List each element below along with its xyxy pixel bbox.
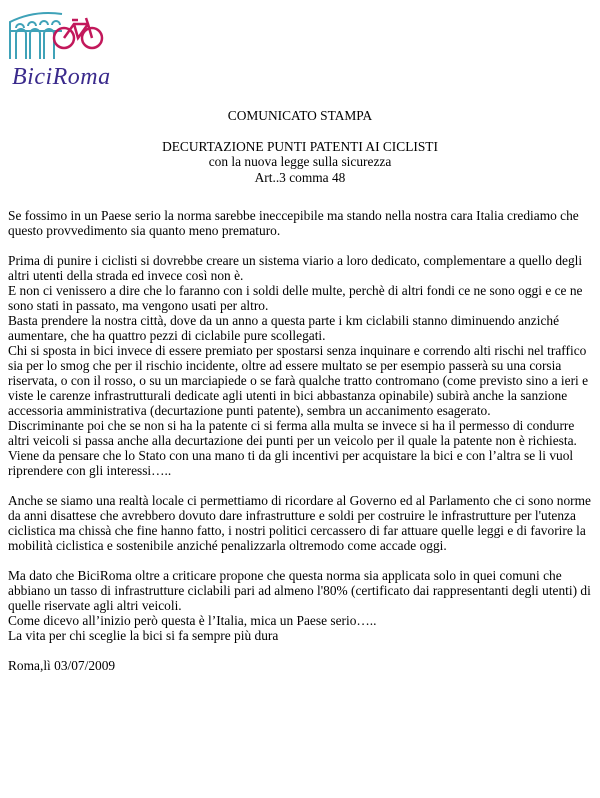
paragraph: Ma dato che BiciRoma oltre a criticare propone che questa norma sia applicata solo in quei comuni che abbiano un tasso di infrastrutture ciclabili pari ad almeno l'80% (certificato dai rappresentanti degli utenti) di quelle riservate agli altri veicoli. (8, 568, 591, 613)
colosseum-bike-icon (4, 4, 106, 64)
headline-sub: con la nuova legge sulla sicurezza (208, 154, 392, 169)
paragraph: Se fossimo in un Paese serio la norma sarebbe ineccepibile ma stando nella nostra cara Italia crediamo che questo provvedimento sia quanto meno prematuro. (8, 208, 579, 238)
paragraph: Prima di punire i ciclisti si dovrebbe creare un sistema viario a loro dedicato, complementare a quello degli altri utenti della strada ed invece così non è. (8, 253, 583, 283)
headline: DECURTAZIONE PUNTI PATENTI AI CICLISTI (162, 139, 438, 154)
paragraph: Viene da pensare che lo Stato con una mano ti da gli incentivi per acquistare la bici e con l’altra se li vuol riprendere con gli interessi….. (8, 448, 574, 478)
brand-name: BiciRoma (12, 64, 111, 90)
paragraph: Basta prendere la nostra città, dove da un anno a questa parte i km ciclabili stanno diminuendo anziché aumentare, che ha quattro pezzi di ciclabile pure scollegati. (8, 313, 560, 343)
biciroma-logo (4, 4, 111, 92)
signature-date: Roma,lì 03/07/2009 (8, 658, 116, 673)
paragraph: Come dicevo all’inizio però questa è l’Italia, mica un Paese serio….. (8, 613, 377, 628)
press-release-title: COMUNICATO STAMPA (227, 108, 373, 123)
article-body (8, 208, 596, 673)
paragraph: Anche se siamo una realtà locale ci permettiamo di ricordare al Governo ed al Parlamento che ci sono norme da anni disattese che avrebbero dovuto dare infrastrutture e soldi per costruire le infrastrutture per l'utenza ciclistica ma chissà che fine hanno fatto, i nostri politici cercassero di far attuare quelle leggi e di favorire la mobilità ciclistica e sostenibile anziché penalizzarla oltremodo come accade oggi. (8, 493, 592, 553)
paragraph: Chi si sposta in bici invece di essere premiato per spostarsi senza inquinare e correndo alti rischi nel traffico sia per lo smog che per il rischio incidente, oltre ad essere multato se per esempio passerà su una corsia riservata, o con il rosso, o su un marciapiede o se farà qualche tratto contromano (come previsto sino a ieri e viste le carenze infrastrutturali dedicate agli utenti in bici abbastanza opinabile) subirà anche la sanzione accessoria amministrativa (decurtazione punti patente), sembra un accanimento esagerato. (8, 343, 589, 418)
paragraph: E non ci venissero a dire che lo faranno con i soldi delle multe, perchè di altri fondi ce ne sono oggi e ce ne sono stati in passato, ma vengono usati per altro. (8, 283, 583, 313)
paragraph: Discriminante poi che se non si ha la patente ci si ferma alla multa se invece si ha il permesso di condurre altri veicoli si passa anche alla decurtazione dei punti per un veicolo per il quale la patente non è richiesta. (8, 418, 577, 448)
article-reference: Art..3 comma 48 (254, 170, 346, 185)
paragraph: La vita per chi sceglie la bici si fa sempre più dura (8, 628, 279, 643)
